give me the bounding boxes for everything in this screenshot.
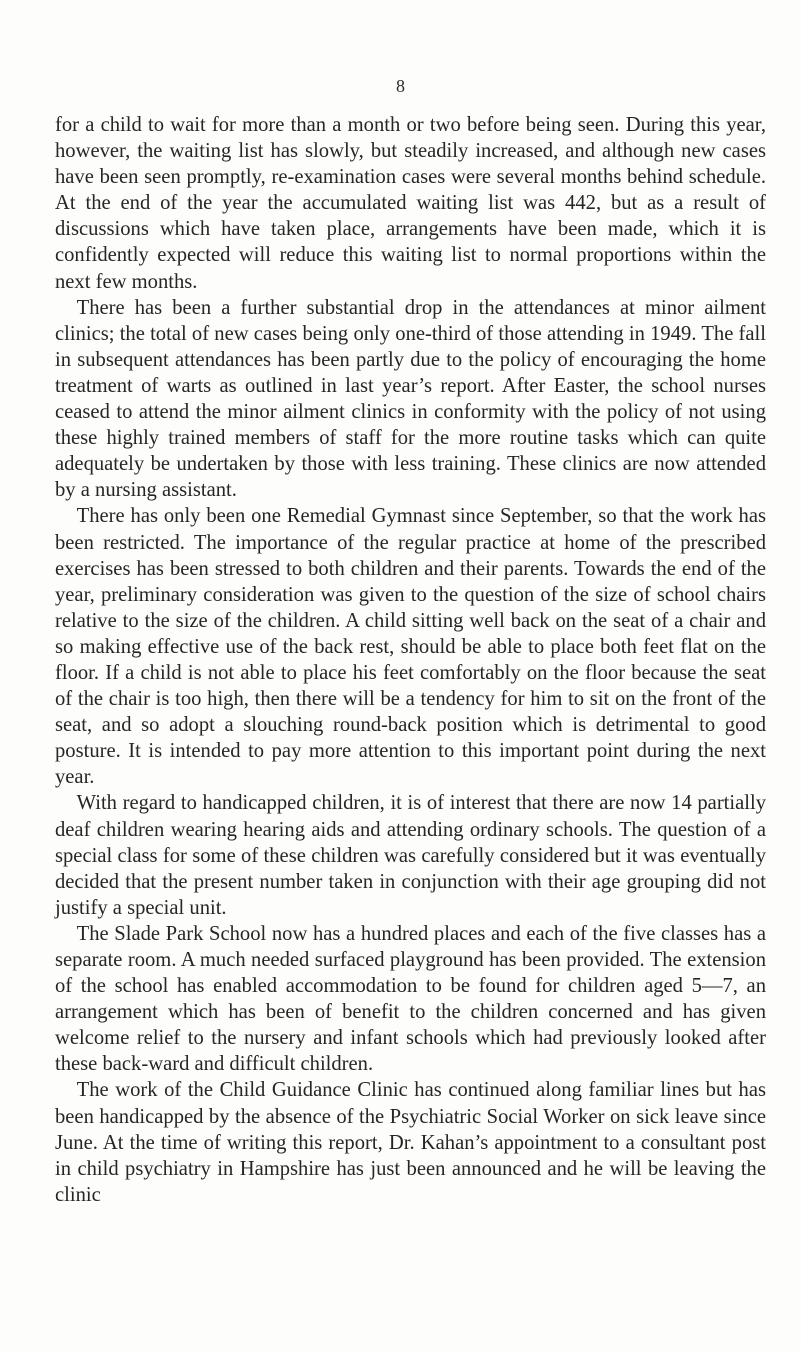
paragraph-remedial-gymnast: There has only been one Remedial Gymnast since September, so that the work has been restricted. The importance of the regular practice at home of the prescribed exercises has been stressed to both children and their parents. Towards the end of the year, preliminary consideration was given to the question of the size of school chairs relative to the size of the children. A child sitting well back on the seat of a chair and so making effective use of the back rest, should be able to place both feet flat on the floor. If a child is not able to place his feet comfortably on the floor because the seat of the chair is too high, then there will be a tendency for him to sit on the front of the seat, and so adopt a slouching round-back position which is detrimental to good posture. It is intended to pay more attention to this important point during the next year. bbox=[55, 505, 766, 789]
paragraph-waiting-list: for a child to wait for more than a month or two before being seen. During this year, however, the waiting list has slowly, but steadily increased, and although new cases have been seen promptly, re-examination cases were several months behind schedule. At the end of the year the accumulated waiting list was 442, but as a result of discussions which have taken place, arrangements have been made, which it is confidently expected will reduce this waiting list to normal proportions within the next few months. bbox=[55, 114, 766, 293]
paragraph-child-guidance-clinic: The work of the Child Guidance Clinic has continued along familiar lines but has been handicapped by the absence of the Psychiatric Social Worker on sick leave since June. At the time of writing this report, Dr. Kahan’s appointment to a consultant post in child psychiatry in Hampshire has just been announced and he will be leaving the clinic bbox=[55, 1079, 766, 1206]
paragraph-handicapped-children: With regard to handicapped children, it is of interest that there are now 14 partially deaf children wearing hearing aids and attending ordinary schools. The question of a special class for some of these children was carefully considered but it was eventually decided that the present number taken in conjunction with their age grouping did not justify a special unit. bbox=[55, 792, 766, 919]
page-number: 8 bbox=[396, 76, 405, 96]
body-text bbox=[55, 112, 766, 1208]
paragraph-slade-park-school: The Slade Park School now has a hundred places and each of the five classes has a separate room. A much needed surfaced playground has been provided. The extension of the school has enabled accommodation to be found for children aged 5—7, an arrangement which has been of benefit to the children concerned and has given welcome relief to the nursery and infant schools which had previously looked after these back-ward and difficult children. bbox=[55, 922, 766, 1076]
paragraph-minor-ailment-clinics: There has been a further substantial drop in the attendances at minor ailment clinics; the total of new cases being only one-third of those attending in 1949. The fall in subsequent attendances has been partly due to the policy of encouraging the home treatment of warts as outlined in last year’s report. After Easter, the school nurses ceased to attend the minor ailment clinics in conformity with the policy of not using these highly trained members of staff for the more routine tasks which can quite adequately be undertaken by those with less training. These clinics are now attended by a nursing assistant. bbox=[55, 296, 766, 502]
